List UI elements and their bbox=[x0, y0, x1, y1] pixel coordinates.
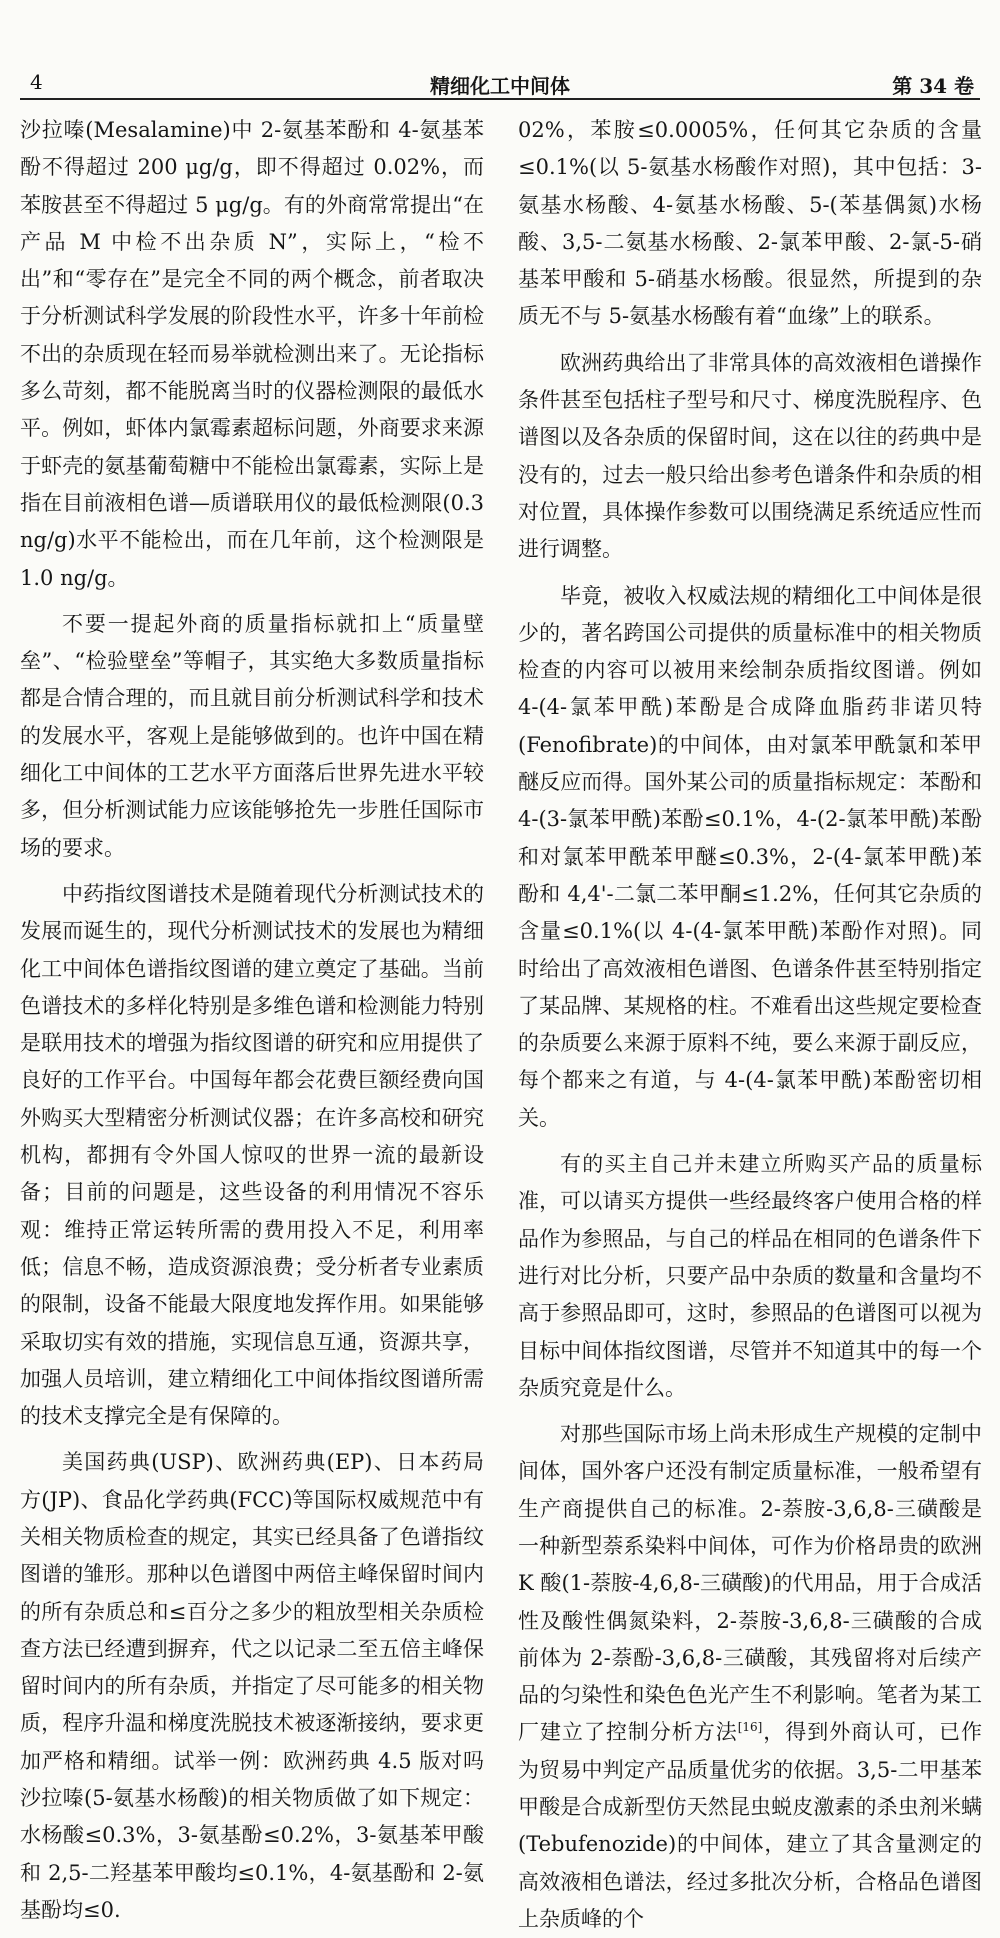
right-column bbox=[518, 112, 982, 1938]
left-column bbox=[20, 112, 484, 1929]
page-header bbox=[20, 64, 980, 100]
paragraph: 沙拉嗪(Mesalamine)中 2-氨基苯酚和 4-氨基苯酚不得超过 200 μg/g，即不得超过 0.02%，而苯胺甚至不得超过 5 μg/g。有的外商常常提出“在产品 M 中检不出杂质 N”，实际上，“检不出”和“零存在”是完全不同的两个概念，前者取决于分析测试科学发展的阶段性水平，许多十年前检不出的杂质现在轻而易举就检测出来了。无论指标多么苛刻，都不能脱离当时的仪器检测限的最低水平。例如，虾体内氯霉素超标问题，外商要求来源于虾壳的氨基葡萄糖中不能检出氯霉素，实际上是指在目前液相色谱—质谱联用仪的最低检测限(0.3 ng/g)水平不能检出，而在几年前，这个检测限是 1.0 ng/g。 bbox=[20, 118, 484, 590]
paragraph: 有的买主自己并未建立所购买产品的质量标准，可以请买方提供一些经最终客户使用合格的样品作为参照品，与自己的样品在相同的色谱条件下进行对比分析，只要产品中杂质的数量和含量均不高于参照品即可，这时，参照品的色谱图可以视为目标中间体指纹图谱，尽管并不知道其中的每一个杂质究竟是什么。 bbox=[518, 1152, 982, 1400]
paragraph-text: 对那些国际市场上尚未形成生产规模的定制中间体，国外客户还没有制定质量标准，一般希望有生产商提供自己的标准。2-萘胺-3,6,8-三磺酸是一种新型萘系染料中间体，可作为价格昂贵的欧洲 K 酸(1-萘胺-4,6,8-三磺酸)的代用品，用于合成活性及酸性偶氮染料，2-萘胺-3,6,8-三磺酸的合成前体为 2-萘酚-3,6,8-三磺酸，其残留将对后续产品的匀染性和染色色光产生不利影响。笔者为某工厂建立了控制分析方法 bbox=[518, 1422, 982, 1745]
paragraph-text: ，得到外商认可，已作为贸易中判定产品质量优劣的依据。3,5-二甲基苯甲酸是合成新型仿天然昆虫蜕皮激素的杀虫剂米螨(Tebufenozide)的中间体，建立了其含量测定的高效液相色谱法，经过多批次分析，合格品色谱图上杂质峰的个 bbox=[518, 1720, 983, 1931]
paragraph: 美国药典(USP)、欧洲药典(EP)、日本药局方(JP)、食品化学药典(FCC)等国际权威规范中有关相关物质检查的规定，其实已经具备了色谱指纹图谱的雏形。那种以色谱图中两倍主峰保留时间内的所有杂质总和≤百分之多少的粗放型相关杂质检查方法已经遭到摒弃，代之以记录二至五倍主峰保留时间内的所有杂质，并指定了尽可能多的相关物质，程序升温和梯度洗脱技术被逐渐接纳，要求更加严格和精细。试举一例：欧洲药典 4.5 版对吗沙拉嗪(5-氨基水杨酸)的相关物质做了如下规定：水杨酸≤0.3%，3-氨基酚≤0.2%，3-氨基苯甲酸和 2,5-二羟基苯甲酸均≤0.1%，4-氨基酚和 2-氨基酚均≤0. bbox=[20, 1450, 484, 1922]
paragraph: 欧洲药典给出了非常具体的高效液相色谱操作条件甚至包括柱子型号和尺寸、梯度洗脱程序、色谱图以及各杂质的保留时间，这在以往的药典中是没有的，过去一般只给出参考色谱条件和杂质的相对位置，具体操作参数可以围绕满足系统适应性而进行调整。 bbox=[518, 350, 982, 562]
volume-label: 第 34 卷 bbox=[892, 74, 974, 98]
reference-marker: [16] bbox=[737, 1720, 763, 1735]
page-number: 4 bbox=[30, 70, 43, 94]
paragraph bbox=[518, 1416, 982, 1938]
journal-title: 精细化工中间体 bbox=[430, 74, 570, 98]
paragraph: 中药指纹图谱技术是随着现代分析测试技术的发展而诞生的，现代分析测试技术的发展也为精细化工中间体色谱指纹图谱的建立奠定了基础。当前色谱技术的多样化特别是多维色谱和检测能力特别是联用技术的增强为指纹图谱的研究和应用提供了良好的工作平台。中国每年都会花费巨额经费向国外购买大型精密分析测试仪器；在许多高校和研究机构，都拥有令外国人惊叹的世界一流的最新设备；目前的问题是，这些设备的利用情况不容乐观：维持正常运转所需的费用投入不足，利用率低；信息不畅，造成资源浪费；受分析者专业素质的限制，设备不能最大限度地发挥作用。如果能够采取切实有效的措施，实现信息互通，资源共享，加强人员培训，建立精细化工中间体指纹图谱所需的技术支撑完全是有保障的。 bbox=[20, 881, 484, 1429]
paragraph: 毕竟，被收入权威法规的精细化工中间体是很少的，著名跨国公司提供的质量标准中的相关物质检查的内容可以被用来绘制杂质指纹图谱。例如 4-(4-氯苯甲酰)苯酚是合成降血脂药非诺贝特(Fenofibrate)的中间体，由对氯苯甲酰氯和苯甲醚反应而得。国外某公司的质量指标规定：苯酚和 4-(3-氯苯甲酰)苯酚≤0.1%，4-(2-氯苯甲酰)苯酚和对氯苯甲酰苯甲醚≤0.3%，2-(4-氯苯甲酰)苯酚和 4,4'-二氯二苯甲酮≤1.2%，任何其它杂质的含量≤0.1%(以 4-(4-氯苯甲酰)苯酚作对照)。同时给出了高效液相色谱图、色谱条件甚至特别指定了某品牌、某规格的柱。不难看出这些规定要检查的杂质要么来源于原料不纯，要么来源于副反应，每个都来之有道，与 4-(4-氯苯甲酰)苯酚密切相关。 bbox=[518, 583, 982, 1130]
paragraph: 不要一提起外商的质量指标就扣上“质量壁垒”、“检验壁垒”等帽子，其实绝大多数质量指标都是合情合理的，而且就目前分析测试科学和技术的发展水平，客观上是能够做到的。也许中国在精细化工中间体的工艺水平方面落后世界先进水平较多，但分析测试能力应该能够抢先一步胜任国际市场的要求。 bbox=[20, 611, 484, 860]
paragraph: 02%，苯胺≤0.0005%，任何其它杂质的含量≤0.1%(以 5-氨基水杨酸作对照)，其中包括：3-氨基水杨酸、4-氨基水杨酸、5-(苯基偶氮)水杨酸、3,5-二氨基水杨酸、2-氯苯甲酸、2-氯-5-硝基苯甲酸和 5-硝基水杨酸。很显然，所提到的杂质无不与 5-氨基水杨酸有着“血缘”上的联系。 bbox=[518, 118, 982, 329]
